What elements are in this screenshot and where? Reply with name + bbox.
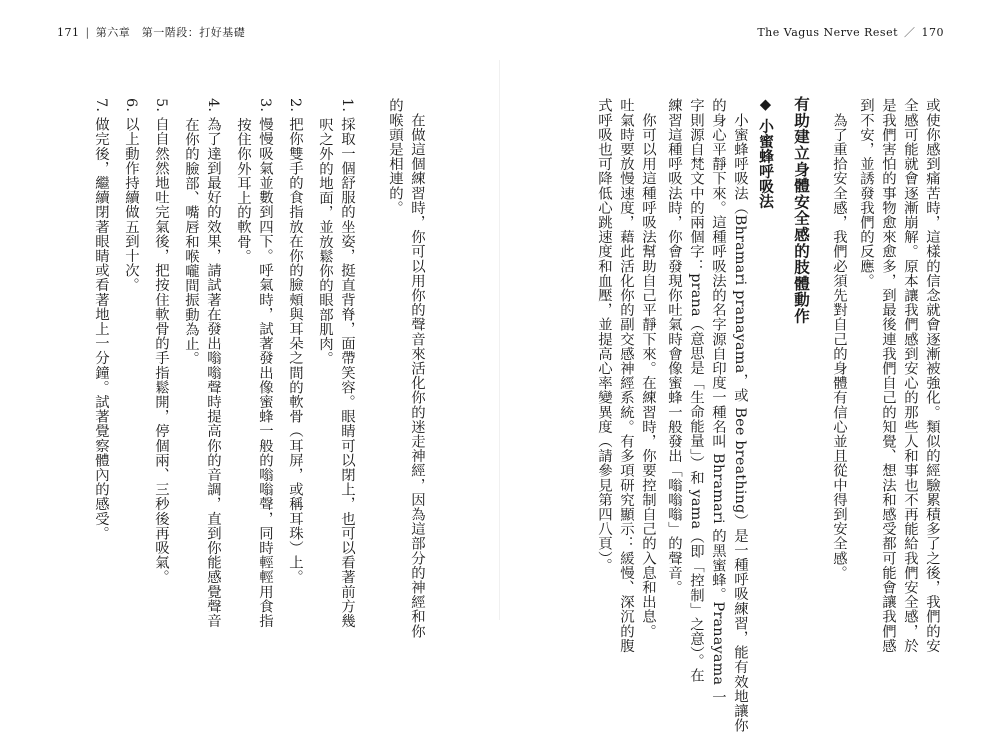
- right-page-number: 170: [921, 26, 944, 39]
- header-divider: |: [85, 26, 90, 39]
- step-item: 呎之外的地面，並放鬆你的眼部肌肉。: [317, 98, 333, 366]
- body-column: 小蜜蜂呼吸法（Bhramari pranayama，或 Bee breathing）是一種呼吸練習，能有效地讓你: [732, 98, 748, 733]
- body-column: 字則源自梵文中的兩個字：prana（意思是「生命能量」）和 yama（即「控制」之意）。在: [688, 98, 704, 683]
- page-gutter: [499, 60, 500, 620]
- left-page-number: 171: [57, 26, 80, 39]
- right-book-title: The Vagus Nerve Reset: [757, 26, 898, 39]
- step-item: 2. 把你雙手的食指放在你的臉頰與耳朵之間的軟骨（耳屏，或稱耳珠）上。: [287, 98, 303, 585]
- left-chapter-title: 第六章 第一階段：打好基礎: [95, 26, 246, 39]
- text-column: 全感可能就會逐漸崩解。原本讓我們感到安心的那些人和事也不再能給我們安全感，於: [902, 98, 918, 653]
- step-item: 6. 以上動作持續做五到十次。: [123, 98, 139, 293]
- left-page-header: [57, 24, 245, 40]
- body-column: 吐氣時要放慢速度，藉此活化你的副交感神經系統。有多項研究顯示：緩慢、深沉的腹: [618, 98, 634, 653]
- step-item: 在你的臉部、嘴唇和喉嚨間振動為止。: [183, 98, 199, 366]
- text-column: 是我們害怕的事物愈來愈多，到最後連我們自己的知覺、想法和感受都可能會讓我們感: [880, 98, 896, 653]
- text-column: 到不安，並誘發我們的反應。: [858, 98, 874, 288]
- body-column: 式呼吸也可降低心跳速度和血壓，並提高心率變異度（請參見第四八頁）。: [596, 98, 612, 573]
- intro-column: 在做這個練習時，你可以用你的聲音來活化你的迷走神經，因為這部分的神經和你: [409, 98, 425, 639]
- section-heading: 有助建立身體安全感的肢體動作: [792, 96, 810, 325]
- header-slash: ／: [904, 26, 916, 39]
- text-column: 或使你感到痛苦時，這樣的信念就會逐漸被強化。類似的經驗累積多了之後，我們的安: [924, 98, 940, 653]
- step-item: 5. 自自然然地吐完氣後，把按住軟骨的手指鬆開，停個兩、三秒後再吸氣。: [153, 98, 169, 585]
- body-column: 練習這種呼吸法時，你會發現你吐氣時會像蜜蜂一般發出「嗡嗡嗡」的聲音。: [666, 98, 682, 595]
- body-column: 的身心平靜下來。這種呼吸法的名字源自印度一種名叫 Bhramari 的黑蜜蜂。Pranayama 一: [710, 98, 726, 705]
- text-column: 為了重拾安全感，我們必須先對自己的身體有信心並且從中得到安全感。: [831, 98, 847, 580]
- intro-column: 的喉頭是相連的。: [387, 98, 403, 215]
- step-item: 按住你外耳上的軟骨。: [235, 98, 251, 264]
- step-item: 7. 做完後，繼續閉著眼睛或看著地上一分鐘。試著覺察體內的感受。: [93, 98, 109, 541]
- step-item: 3. 慢慢吸氣並數到四下。呼氣時，試著發出像蜜蜂一般的嗡嗡聲，同時輕輕用食指: [257, 98, 273, 628]
- exercise-subheading: ◆ 小蜜蜂呼吸法: [757, 96, 774, 209]
- step-item: 4. 為了達到最好的效果，請試著在發出嗡嗡聲時提高你的音調，直到你能感覺聲音: [205, 98, 221, 628]
- step-item: 1. 採取一個舒服的坐姿，挺直背脊，面帶笑容。眼睛可以閉上，也可以看著前方幾: [339, 98, 355, 628]
- body-column: 你可以用這種呼吸法幫助自己平靜下來。在練習時，你要控制自己的入息和出息。: [640, 98, 656, 639]
- right-page-header: [757, 24, 944, 40]
